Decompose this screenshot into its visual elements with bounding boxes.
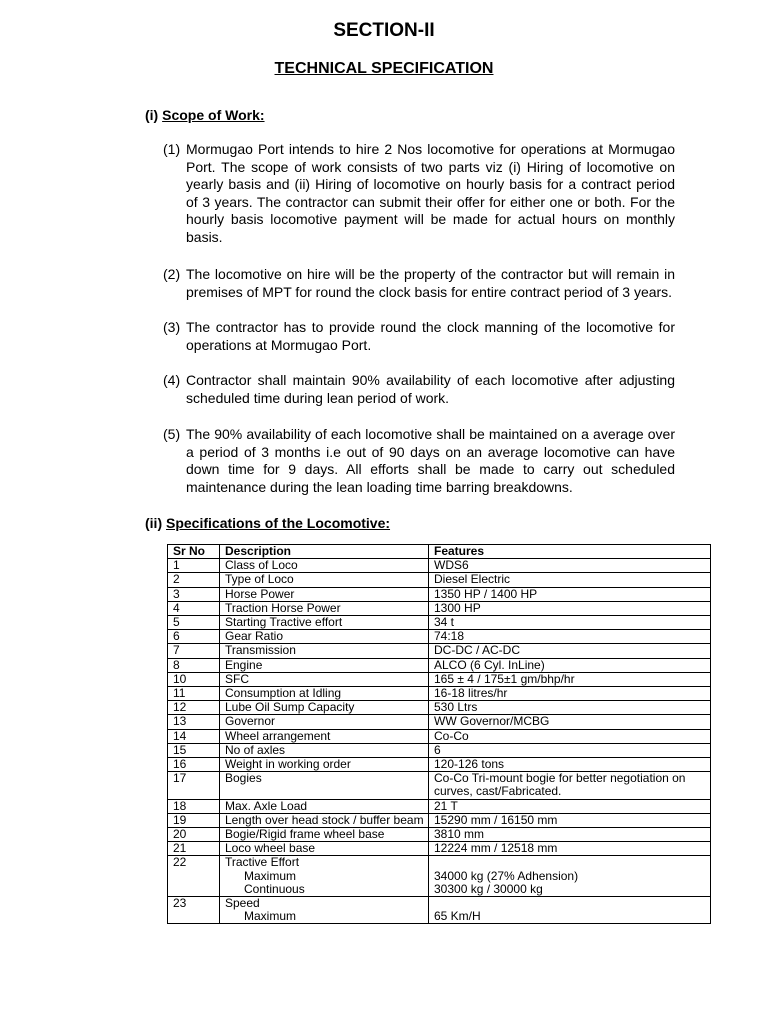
sub-label-maximum: Maximum — [244, 909, 297, 924]
cell-sr: 1 — [168, 559, 220, 573]
cell-features: WDS6 — [429, 559, 711, 573]
column-header-description: Description — [220, 545, 429, 559]
item-number: (2) — [163, 266, 181, 282]
cell-features: 1350 HP / 1400 HP — [429, 587, 711, 601]
table-row — [168, 799, 711, 813]
cell-description: Weight in working order — [220, 758, 429, 772]
cell-description: Transmission — [220, 644, 429, 658]
cell-features: 1300 HP — [429, 601, 711, 615]
item-number: (3) — [163, 319, 181, 335]
cell-sr: 7 — [168, 644, 220, 658]
cell-description — [220, 856, 429, 897]
cell-sr: 4 — [168, 601, 220, 615]
cell-sr: 20 — [168, 828, 220, 842]
cell-features: 6 — [429, 743, 711, 757]
cell-sr: 12 — [168, 701, 220, 715]
item-number: (1) — [163, 141, 181, 157]
cell-sr: 16 — [168, 758, 220, 772]
cell-features: Diesel Electric — [429, 573, 711, 587]
table-row — [168, 715, 711, 729]
cell-sr: 11 — [168, 687, 220, 701]
cell-sr: 2 — [168, 573, 220, 587]
cell-description: Type of Loco — [220, 573, 429, 587]
column-header-sr: Sr No — [168, 545, 220, 559]
specs-heading-text: Specifications of the Locomotive: — [166, 515, 391, 531]
scope-item — [163, 426, 675, 496]
cell-sr: 19 — [168, 813, 220, 827]
cell-description: Consumption at Idling — [220, 687, 429, 701]
cell-description: Max. Axle Load — [220, 799, 429, 813]
cell-description: Starting Tractive effort — [220, 616, 429, 630]
cell-features: WW Governor/MCBG — [429, 715, 711, 729]
table-row — [168, 813, 711, 827]
cell-description — [220, 897, 429, 924]
scope-item — [163, 266, 675, 301]
cell-features: Co-Co — [429, 729, 711, 743]
table-row — [168, 687, 711, 701]
item-text: Mormugao Port intends to hire 2 Nos locomotive for operations at Mormugao Port. The scope of work consists of two parts viz (i) Hiring of locomotive on yearly basis and (ii) Hiring of locomotive on hourly basis for a contract period of 3 years. The contractor can submit their offer for either one or both. For the hourly basis locomotive payment will be made for actual hours on monthly basis. — [186, 141, 675, 245]
sub-label-maximum: Maximum — [244, 868, 297, 883]
section-title: SECTION-II — [333, 20, 435, 41]
specs-heading — [145, 515, 390, 531]
table-row — [168, 828, 711, 842]
cell-description: Traction Horse Power — [220, 601, 429, 615]
table-row — [168, 729, 711, 743]
cell-features: 120-126 tons — [429, 758, 711, 772]
cell-features: ALCO (6 Cyl. InLine) — [429, 658, 711, 672]
cell-features: 34 t — [429, 616, 711, 630]
cell-description: Bogies — [220, 772, 429, 799]
cell-features: 3810 mm — [429, 828, 711, 842]
table-row — [168, 758, 711, 772]
cell-sr: 17 — [168, 772, 220, 799]
cell-sr: 5 — [168, 616, 220, 630]
cell-description: Class of Loco — [220, 559, 429, 573]
cell-description: SFC — [220, 672, 429, 686]
item-text: Contractor shall maintain 90% availability of each locomotive after adjusting scheduled time during lean period of work. — [186, 372, 675, 406]
table-row — [168, 701, 711, 715]
cell-features: DC-DC / AC-DC — [429, 644, 711, 658]
cell-features — [429, 856, 711, 897]
cell-sr: 18 — [168, 799, 220, 813]
cell-sr: 15 — [168, 743, 220, 757]
cell-description: Bogie/Rigid frame wheel base — [220, 828, 429, 842]
scope-heading — [145, 107, 265, 123]
item-text: The 90% availability of each locomotive shall be maintained on a average over a period of 3 months i.e out of 90 days on an average locomotive can have down time for 9 days. All efforts shall be made to carry out scheduled maintenance during the lean loading time barring breakdowns. — [186, 426, 675, 495]
cell-sr: 3 — [168, 587, 220, 601]
row-title: Speed — [225, 896, 260, 911]
item-text: The locomotive on hire will be the property of the contractor but will remain in premises of MPT for round the clock basis for entire contract period of 3 years. — [186, 266, 675, 300]
table-row — [168, 772, 711, 799]
cell-features: 21 T — [429, 799, 711, 813]
scope-item — [163, 372, 675, 407]
cell-description: Governor — [220, 715, 429, 729]
cell-description: Engine — [220, 658, 429, 672]
table-row — [168, 644, 711, 658]
cell-description: No of axles — [220, 743, 429, 757]
column-header-features: Features — [429, 545, 711, 559]
table-row — [168, 559, 711, 573]
cell-description: Gear Ratio — [220, 630, 429, 644]
item-text: The contractor has to provide round the clock manning of the locomotive for operations at Mormugao Port. — [186, 319, 675, 353]
cell-sr: 14 — [168, 729, 220, 743]
cell-features: 165 ± 4 / 175±1 gm/bhp/hr — [429, 672, 711, 686]
cell-description: Horse Power — [220, 587, 429, 601]
value-maximum: 65 Km/H — [434, 909, 481, 924]
scope-heading-text: Scope of Work: — [162, 107, 265, 123]
cell-sr: 23 — [168, 897, 220, 924]
cell-features — [429, 897, 711, 924]
table-row — [168, 573, 711, 587]
value-maximum: 34000 kg (27% Adhension) — [434, 868, 579, 883]
cell-description: Wheel arrangement — [220, 729, 429, 743]
table-row — [168, 630, 711, 644]
cell-description: Length over head stock / buffer beam — [220, 813, 429, 827]
table-row — [168, 587, 711, 601]
table-header-row — [168, 545, 711, 559]
cell-sr: 13 — [168, 715, 220, 729]
cell-features: 16-18 litres/hr — [429, 687, 711, 701]
scope-prefix: (i) — [145, 107, 159, 123]
item-number: (5) — [163, 426, 181, 442]
item-number: (4) — [163, 372, 181, 388]
table-row — [168, 897, 711, 924]
cell-features: 530 Ltrs — [429, 701, 711, 715]
cell-sr: 22 — [168, 856, 220, 897]
table-row — [168, 658, 711, 672]
cell-features: 74:18 — [429, 630, 711, 644]
cell-sr: 10 — [168, 672, 220, 686]
cell-sr: 21 — [168, 842, 220, 856]
spec-table — [167, 544, 711, 924]
row-title: Tractive Effort — [225, 855, 300, 870]
cell-features: 12224 mm / 12518 mm — [429, 842, 711, 856]
table-row — [168, 672, 711, 686]
table-row — [168, 856, 711, 897]
table-row — [168, 842, 711, 856]
scope-item — [163, 319, 675, 354]
cell-sr: 6 — [168, 630, 220, 644]
table-row — [168, 601, 711, 615]
value-continuous: 30300 kg / 30000 kg — [434, 881, 543, 896]
table-row — [168, 616, 711, 630]
cell-sr: 8 — [168, 658, 220, 672]
cell-features: Co-Co Tri-mount bogie for better negotiation on curves, cast/Fabricated. — [429, 772, 711, 799]
specs-prefix: (ii) — [145, 515, 163, 531]
cell-description: Loco wheel base — [220, 842, 429, 856]
scope-item — [163, 141, 675, 246]
cell-features: 15290 mm / 16150 mm — [429, 813, 711, 827]
document-subtitle: TECHNICAL SPECIFICATION — [274, 60, 494, 77]
sub-label-continuous: Continuous — [244, 881, 305, 896]
cell-description: Lube Oil Sump Capacity — [220, 701, 429, 715]
table-row — [168, 743, 711, 757]
